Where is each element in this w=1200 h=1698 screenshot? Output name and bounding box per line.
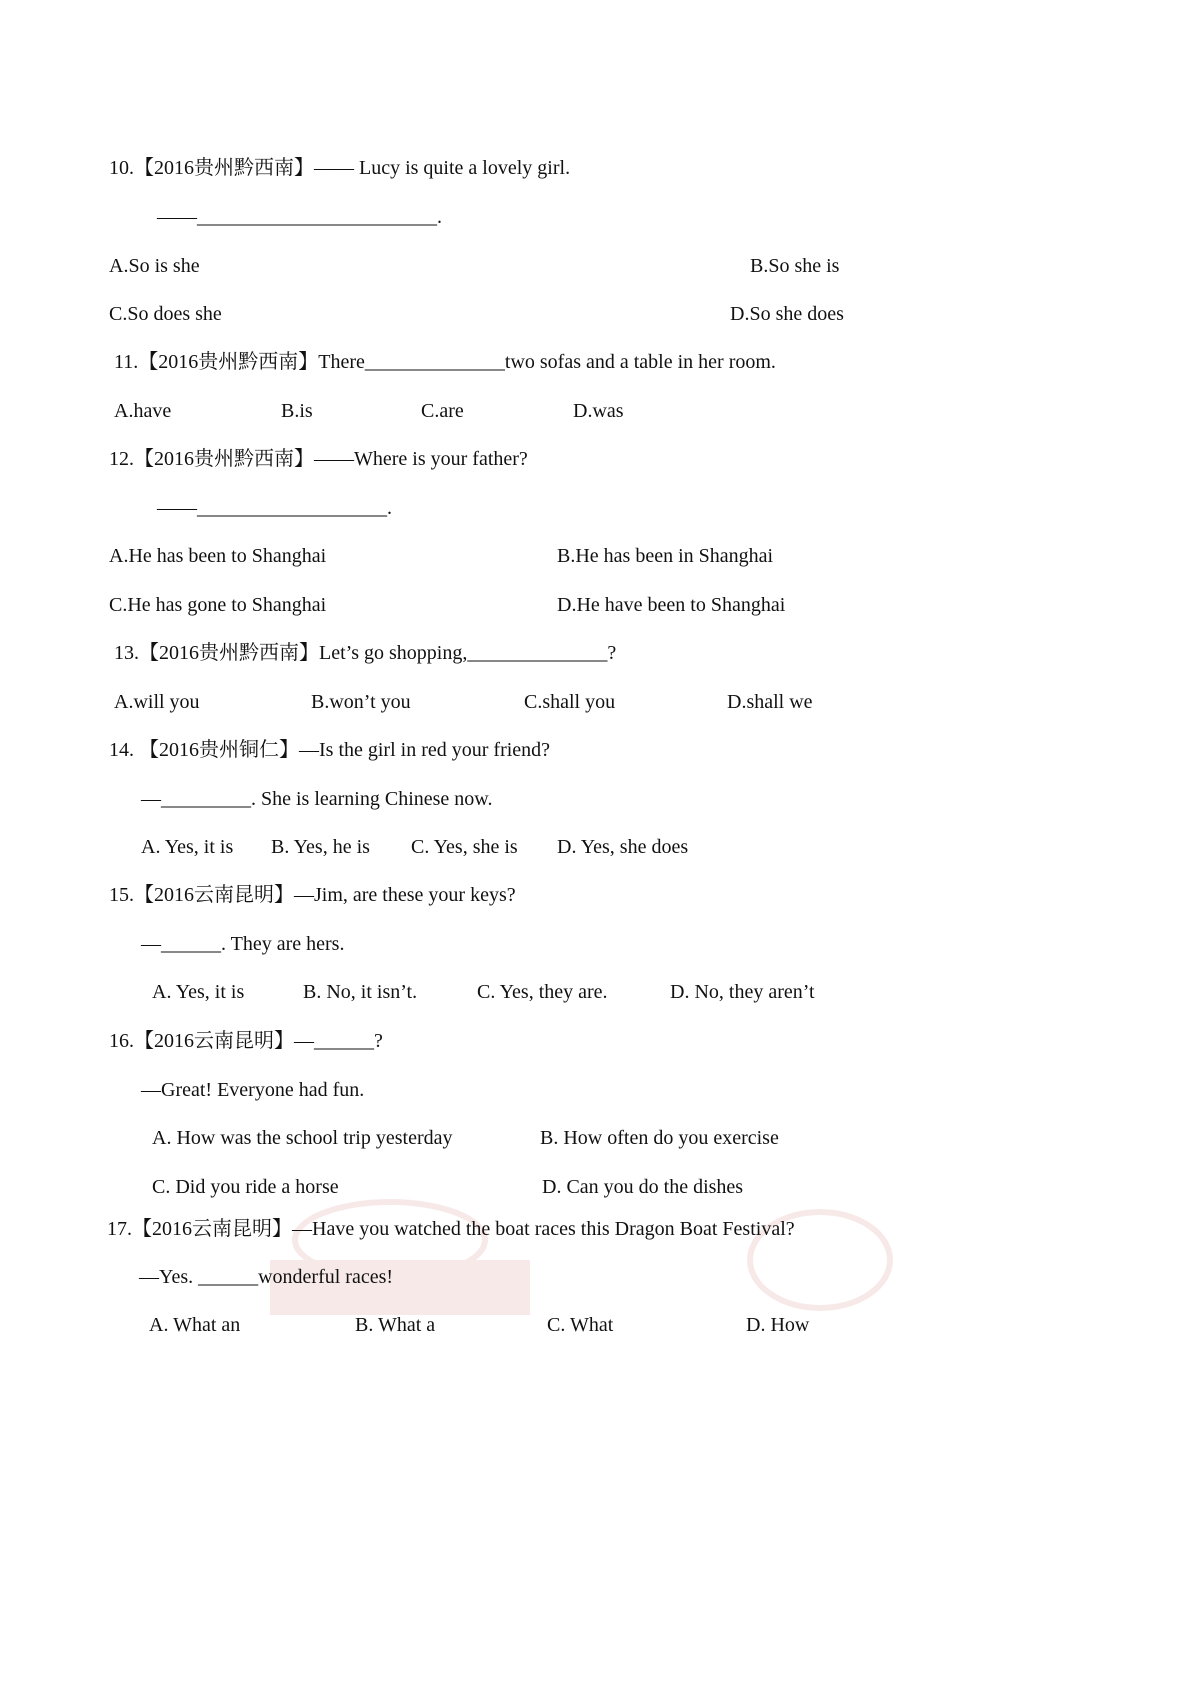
question-15-blank: —______. They are hers. [141,933,345,955]
question-10-option-a: A.So is she [109,255,200,277]
question-12-option-d: D.He have been to Shanghai [557,594,786,616]
question-14-option-c: C. Yes, she is [411,836,518,858]
question-14-stem: 14. 【2016贵州铜仁】—Is the girl in red your friend? [109,739,551,761]
question-15-option-c: C. Yes, they are. [477,981,608,1003]
question-10-option-c: C.So does she [109,303,222,325]
question-11-stem: 11.【2016贵州黔西南】There______________two sofas and a table in her room. [114,351,776,373]
question-17-option-c: C. What [547,1314,614,1336]
question-15-stem: 15.【2016云南昆明】—Jim, are these your keys? [109,884,516,906]
question-13-option-a: A.will you [114,691,200,713]
question-10-stem: 10.【2016贵州黔西南】—— Lucy is quite a lovely girl. [109,157,571,179]
question-16-option-c: C. Did you ride a horse [152,1176,339,1198]
question-16-blank: —Great! Everyone had fun. [141,1079,365,1101]
question-17-option-d: D. How [746,1314,810,1336]
question-13-option-b: B.won’t you [311,691,411,713]
question-13-option-d: D.shall we [727,691,813,713]
question-12-blank: ——___________________. [157,497,392,519]
question-17-option-b: B. What a [355,1314,436,1336]
question-10-option-d: D.So she does [730,303,844,325]
question-16-option-a: A. How was the school trip yesterday [152,1127,453,1149]
question-14-option-d: D. Yes, she does [557,836,689,858]
question-14-option-b: B. Yes, he is [271,836,370,858]
question-17-blank: —Yes. ______wonderful races! [139,1266,394,1288]
question-16-stem: 16.【2016云南昆明】—______? [109,1030,383,1052]
question-16-option-d: D. Can you do the dishes [542,1176,744,1198]
question-12-option-a: A.He has been to Shanghai [109,545,327,567]
question-10-blank: ——________________________. [157,206,442,228]
question-15-option-b: B. No, it isn’t. [303,981,418,1003]
question-13-option-c: C.shall you [524,691,616,713]
question-11-option-d: D.was [573,400,624,422]
question-12-option-c: C.He has gone to Shanghai [109,594,327,616]
question-14-blank: —_________. She is learning Chinese now. [141,788,493,810]
question-17-option-a: A. What an [149,1314,241,1336]
question-15-option-a: A. Yes, it is [152,981,245,1003]
question-13-stem: 13.【2016贵州黔西南】Let’s go shopping,______________? [114,642,617,664]
question-14-option-a: A. Yes, it is [141,836,234,858]
question-12-stem: 12.【2016贵州黔西南】——Where is your father? [109,448,528,470]
question-11-option-b: B.is [281,400,313,422]
question-16-option-b: B. How often do you exercise [540,1127,779,1149]
question-12-option-b: B.He has been in Shanghai [557,545,774,567]
question-11-option-c: C.are [421,400,464,422]
question-10-option-b: B.So she is [750,255,840,277]
question-11-option-a: A.have [114,400,172,422]
question-17-stem: 17.【2016云南昆明】—Have you watched the boat races this Dragon Boat Festival? [107,1218,795,1240]
question-15-option-d: D. No, they aren’t [670,981,815,1003]
